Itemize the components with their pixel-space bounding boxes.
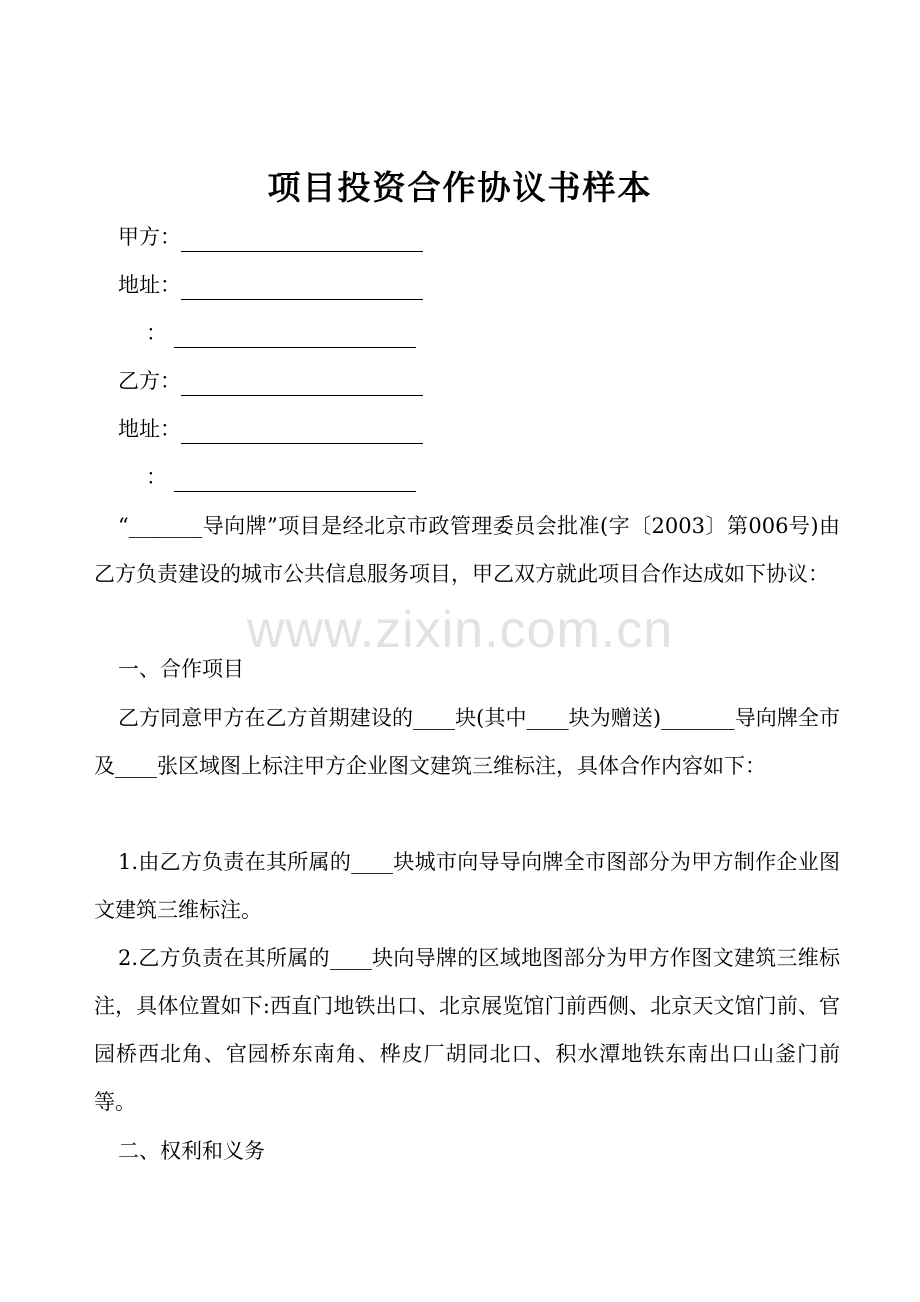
item-1-paragraph: 1.由乙方负责在其所属的____块城市向导导向牌全市图部分为甲方制作企业图文建筑三维标注。 [94, 850, 840, 922]
party-a-blank-line [181, 229, 423, 252]
party-b-extra-blank-line [174, 469, 416, 492]
item-2-paragraph: 2.乙方负责在其所属的____块向导牌的区域地图部分为甲方作图文建筑三维标注，具体位置如下:西直门地铁出口、北京展览馆门前西侧、北京天文馆门前、官园桥西北角、官园桥东南角、桦皮厂胡同北口、积水潭地铁东南出口山釜门前等。 [94, 946, 840, 1114]
party-a-extra-label: ： [146, 321, 167, 345]
party-a-extra-blank-line [174, 325, 416, 348]
party-b-label: 乙方： [118, 369, 181, 393]
party-b-address-blank-line [181, 421, 423, 444]
party-b-extra-field [146, 462, 416, 492]
document-title: 项目投资合作协议书样本 [267, 168, 653, 207]
party-b-address-label: 地址： [118, 417, 181, 441]
party-a-address-blank-line [181, 277, 423, 300]
party-a-address-field [118, 270, 423, 300]
intro-paragraph: “_______导向牌”项目是经北京市政管理委员会批准(字〔2003〕第006号)由乙方负责建设的城市公共信息服务项目，甲乙双方就此项目合作达成如下协议： [94, 514, 840, 586]
party-b-extra-label: ： [146, 465, 167, 489]
section-1-heading: 一、合作项目 [118, 657, 244, 681]
party-b-blank-line [181, 373, 423, 396]
party-a-field [118, 222, 423, 252]
party-b-field [118, 366, 423, 396]
section-1-paragraph: 乙方同意甲方在乙方首期建设的____块(其中____块为赠送)_______导向牌全市及____张区域图上标注甲方企业图文建筑三维标注，具体合作内容如下： [94, 706, 840, 778]
section-2-heading: 二、权利和义务 [118, 1139, 265, 1163]
party-a-extra-field [146, 318, 416, 348]
party-a-address-label: 地址： [118, 273, 181, 297]
party-a-label: 甲方： [118, 225, 181, 249]
watermark: www.zixin.com.cn [246, 601, 674, 659]
party-b-address-field [118, 414, 423, 444]
